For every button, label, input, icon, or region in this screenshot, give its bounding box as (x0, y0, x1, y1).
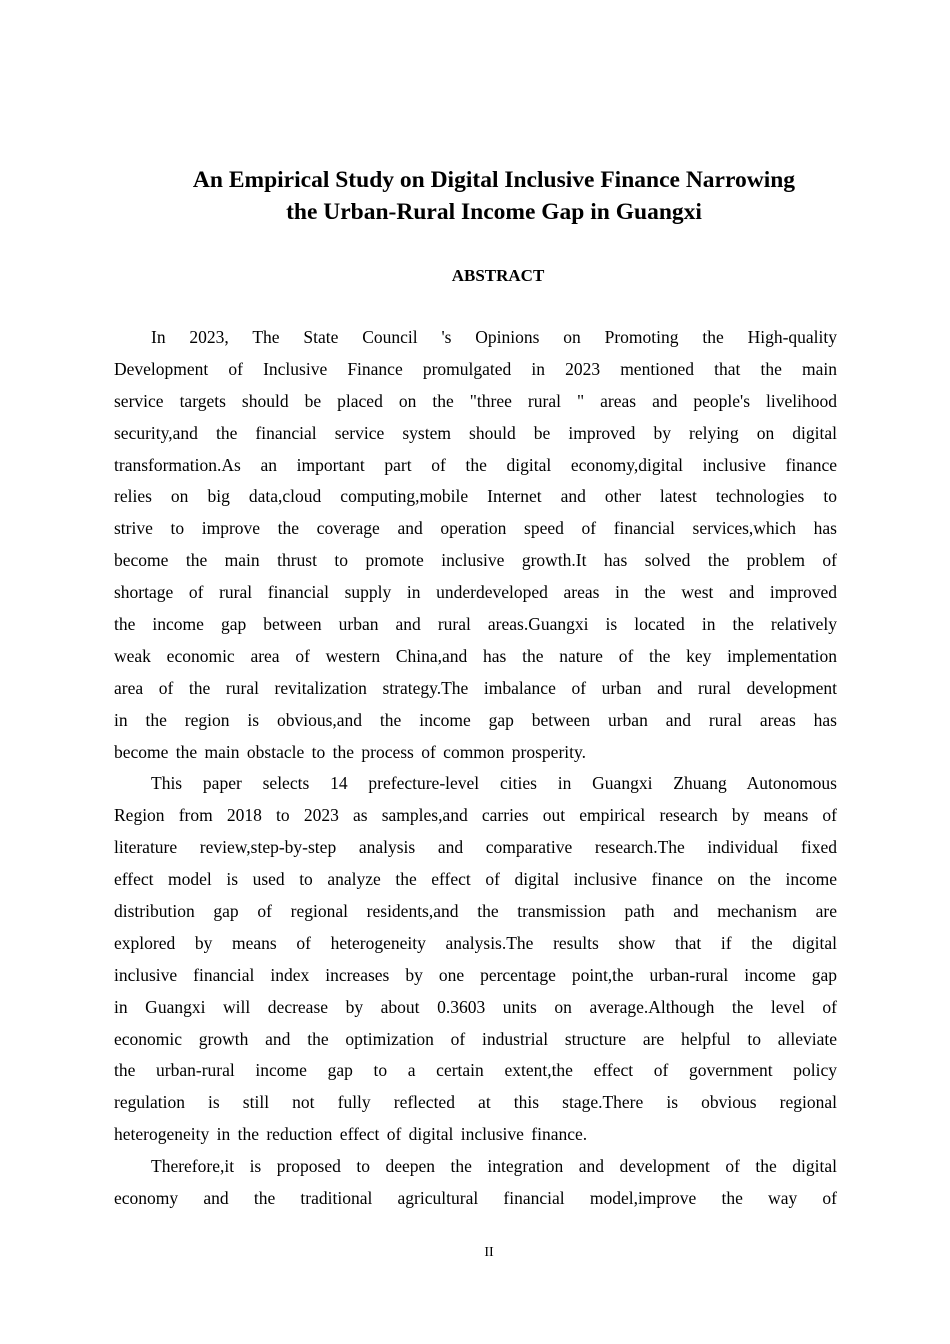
paragraph-line: distribution gap of regional residents,and the transmission path and mechanism are (114, 901, 837, 922)
paragraph-line: In 2023, The State Council 's Opinions on Promoting the High-quality (151, 327, 837, 347)
paper-title-line-1: An Empirical Study on Digital Inclusive Finance Narrowing (192, 167, 796, 193)
paragraph-line: area of the rural revitalization strategy.The imbalance of urban and rural development (114, 677, 837, 698)
paragraph-line: explored by means of heterogeneity analysis.The results show that if the digital (114, 932, 837, 953)
paragraph-line: This paper selects 14 prefecture-level cities in Guangxi Zhuang Autonomous (151, 773, 837, 794)
abstract-paragraph (114, 1151, 837, 1215)
paragraph-line: strive to improve the coverage and operation speed of financial services,which has (114, 518, 837, 539)
paragraph-line: economic growth and the optimization of industrial structure are helpful to alleviate (114, 1028, 837, 1049)
paragraph-line: Therefore,it is proposed to deepen the integration and development of the digital (151, 1156, 837, 1177)
abstract-body (114, 322, 837, 1215)
paragraph-line: the urban-rural income gap to a certain extent,the effect of government policy (114, 1060, 837, 1081)
paragraph-line: in the region is obvious,and the income gap between urban and rural areas has (114, 709, 837, 730)
paragraph-line: transformation.As an important part of the digital economy,digital inclusive finance (114, 454, 837, 475)
abstract-heading: ABSTRACT (451, 266, 545, 285)
paragraph-line: weak economic area of western China,and has the nature of the key implementation (114, 645, 837, 666)
paragraph-line: inclusive financial index increases by one percentage point,the urban-rural income gap (114, 964, 837, 985)
paragraph-line: Development of Inclusive Finance promulgated in 2023 mentioned that the main (114, 358, 837, 379)
page-number: II (484, 1245, 494, 1260)
paragraph-line: regulation is still not fully reflected at this stage.There is obvious regional (114, 1092, 837, 1113)
paragraph-line: shortage of rural financial supply in underdeveloped areas in the west and improved (114, 582, 837, 603)
paragraph-line: become the main obstacle to the process of common prosperity. (114, 741, 586, 762)
paragraph-line: service targets should be placed on the "three rural " areas and people's livelihood (114, 390, 837, 411)
paragraph-line: heterogeneity in the reduction effect of digital inclusive finance. (114, 1124, 588, 1145)
paragraph-line: economy and the traditional agricultural financial model,improve the way of (114, 1188, 837, 1209)
paragraph-line: literature review,step-by-step analysis and comparative research.The individual fixed (114, 837, 837, 858)
paragraph-line: in Guangxi will decrease by about 0.3603 units on average.Although the level of (114, 996, 837, 1017)
paragraph-line: effect model is used to analyze the effect of digital inclusive finance on the income (114, 869, 837, 890)
abstract-paragraph (114, 322, 837, 768)
paragraph-line: the income gap between urban and rural areas.Guangxi is located in the relatively (114, 614, 837, 635)
paragraph-line: Region from 2018 to 2023 as samples,and carries out empirical research by means of (114, 805, 837, 826)
paragraph-line: security,and the financial service system should be improved by relying on digital (114, 422, 837, 443)
paper-title (0, 164, 950, 228)
abstract-paragraph (114, 768, 837, 1151)
paragraph-line: become the main thrust to promote inclusive growth.It has solved the problem of (114, 550, 837, 571)
paragraph-line: relies on big data,cloud computing,mobile Internet and other latest technologies to (114, 486, 837, 507)
paper-title-line-2: the Urban-Rural Income Gap in Guangxi (286, 199, 702, 225)
